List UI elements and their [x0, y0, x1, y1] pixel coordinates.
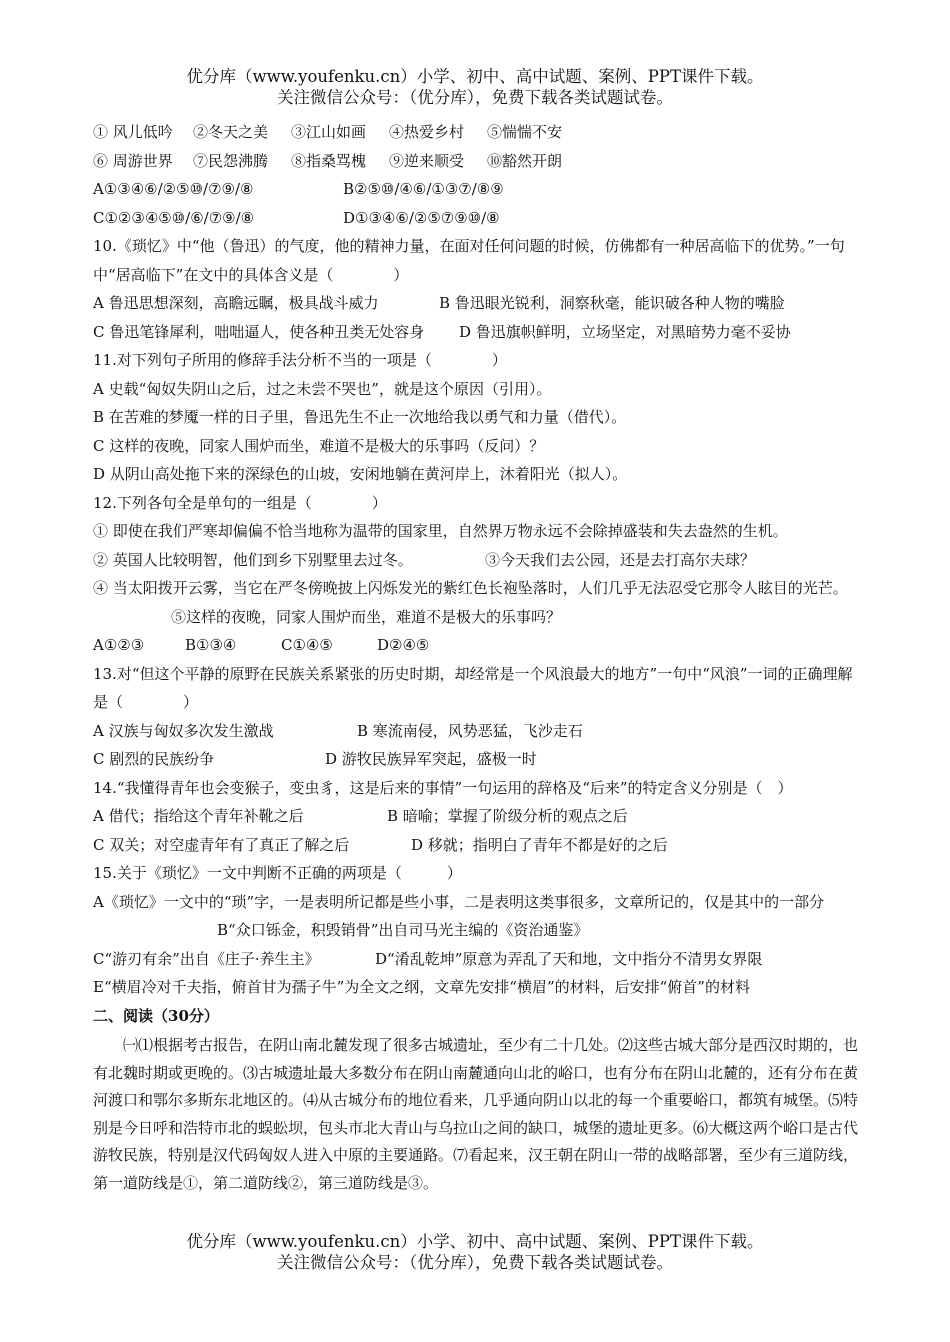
word-5: ⑤惴惴不安	[487, 123, 563, 141]
q12-sentence-5: ⑤这样的夜晚，同家人围炉而坐，难道不是极大的乐事吗？	[171, 607, 562, 626]
word-10: ⑩豁然开朗	[487, 151, 563, 170]
q12-option-a: A①②③	[93, 636, 145, 654]
bottom-banner	[0, 1231, 950, 1273]
q13-option-d: D 游牧民族异军突起，盛极一时	[325, 750, 537, 768]
q12-option-c: C①④⑤	[281, 636, 333, 654]
q14-option-c: C 双关；对空虚青年有了真正了解之后	[93, 835, 350, 854]
q15-option-e: E“横眉冷对千夫指，俯首甘为孺子牛”为全文之纲，文章先安排“横眉”的材料，后安排“俯首”的材料	[93, 978, 750, 996]
q9-options-cd	[93, 204, 865, 233]
word-7: ⑦民怨沸腾	[193, 151, 269, 170]
q12-sentences-4-5	[93, 574, 865, 631]
q10-option-c: C 鲁迅笔锋犀利，咄咄逼人，使各种丑类无处容身	[93, 322, 425, 341]
q15-option-d: D“淆乱乾坤”原意为弄乱了天和地，文中指分不清男女界限	[375, 949, 763, 968]
q9-option-a: A①③④⑥/②⑤⑩/⑦⑨/⑧	[93, 180, 254, 198]
section-2-title: 二、阅读（30分）	[93, 1006, 219, 1025]
q10-stem: 10.《琐忆》中“他（鲁迅）的气度，他的精神力量，在面对任何问题的时候，仿佛都有一种居高临下的优势。”一句中“居高临下”在文中的具体含义是（ ）	[93, 237, 845, 284]
q15-option-c: C“游刃有余”出自《庄子·养生主》	[93, 949, 320, 968]
q14-options-cd	[93, 831, 865, 860]
q14-option-b: B 暗喻；掌握了阶级分析的观点之后	[387, 807, 628, 825]
q15-options-ab	[93, 888, 865, 945]
q12-option-b: B①③④	[185, 636, 237, 654]
q12-option-d: D②④⑤	[377, 636, 430, 654]
q12-sentence-1: ① 即使在我们严寒却偏偏不恰当地称为温带的国家里，自然界万物永远不会除掉盛装和失去盎然的生机。	[93, 522, 788, 540]
banner-line-2: 关注微信公众号：（优分库），免费下载各类试题试卷。	[277, 88, 673, 107]
q13-options-cd	[93, 745, 865, 774]
q12-sentence-3: ③今天我们去公园，还是去打高尔夫球？	[485, 550, 756, 569]
bottom-banner-line-2: 关注微信公众号：（优分库），免费下载各类试题试卷。	[277, 1253, 673, 1272]
word-6: ⑥ 周游世界	[93, 151, 173, 170]
q9-option-c: C①②③④⑤⑩/⑥/⑦⑨/⑧	[93, 208, 255, 227]
q12-options	[93, 631, 865, 660]
q11-option-a: A 史载“匈奴失阴山之后，过之未尝不哭也”，就是这个原因（引用）。	[93, 379, 552, 398]
word-9: ⑨逆来顺受	[389, 151, 465, 170]
q9-words-row-2	[93, 147, 865, 176]
banner-line-1: 优分库（www.youfenku.cn）小学、初中、高中试题、案例、PPT课件下载。	[186, 67, 764, 86]
q10-options-ab	[93, 289, 865, 318]
q13-stem: 13.对“但这个平静的原野在民族关系紧张的历史时期，却经常是一个风浪最大的地方”一句中“风浪”一词的正确理解是（ ）	[93, 664, 853, 711]
word-3: ③江山如画	[291, 123, 367, 141]
q9-option-d: D①③④⑥/②⑤⑦⑨⑩/⑧	[343, 208, 500, 227]
q12-sentence-4: ④ 当太阳拨开云雾，当它在严冬傍晚披上闪烁发光的紫红色长袍坠落时，人们几乎无法忍受它那令人眩目的光芒。	[93, 579, 848, 597]
q14-stem: 14.“我懂得青年也会变猴子，变虫豸，这是后来的事情”一句运用的辞格及“后来”的特定含义分别是（ ）	[93, 778, 793, 797]
q12-stem: 12.下列各句全是单句的一组是（ ）	[93, 493, 387, 512]
q14-option-a: A 借代；指给这个青年补靴之后	[93, 807, 304, 825]
q13-option-a: A 汉族与匈奴多次发生激战	[93, 721, 274, 740]
q14-option-d: D 移就；指明白了青年不都是好的之后	[411, 835, 668, 854]
word-4: ④热爱乡村	[389, 123, 465, 141]
q14-options-ab	[93, 802, 865, 831]
q15-options-cd	[93, 945, 865, 974]
q13-options-ab	[93, 717, 865, 746]
q10-options-cd	[93, 318, 865, 347]
q10-option-d: D 鲁迅旗帜鲜明，立场坚定，对黑暗势力毫不妥协	[459, 322, 791, 341]
q13-option-b: B 寒流南侵，风势恶猛，飞沙走石	[357, 721, 583, 740]
q11-option-c: C 这样的夜晚，同家人围炉而坐，难道不是极大的乐事吗（反问）？	[93, 436, 545, 455]
q11-option-d: D 从阴山高处拖下来的深绿色的山坡，安闲地躺在黄河岸上，沐着阳光（拟人）。	[93, 465, 628, 483]
q9-option-b: B②⑤⑩/④⑥/①③⑦/⑧⑨	[343, 180, 504, 198]
top-banner	[0, 66, 950, 108]
word-8: ⑧指桑骂槐	[291, 151, 367, 170]
q15-option-b: B“众口铄金，积毁销骨”出自司马光主编的《资治通鉴》	[217, 921, 589, 939]
reading-paragraph: ㈠⑴根据考古报告，在阴山南北麓发现了很多古城遗址，至少有二十几处。⑵这些古城大部分是西汉时期的，也有北魏时期或更晚的。⑶古城遗址最大多数分布在阴山南麓通向山北的峪口，也有分布在阴山北麓的，还有分布在黄河渡口和鄂尔多斯东北地区的。⑷从古城分布的地位看来，几乎通向阴山以北的每一个重要峪口，都筑有城堡。⑸特别是今日呼和浩特市北的蜈蚣坝，包头市北大青山与乌拉山之间的缺口，城堡的遗址更多。⑹大概这两个峪口是古代游牧民族，特别是汉代码匈奴人进入中原的主要通路。⑺看起来，汉王朝在阴山一带的战略部署，至少有三道防线，第一道防线是①，第二道防线②，第三道防线是③。	[93, 1036, 859, 1192]
q13-option-c: C 剧烈的民族纷争	[93, 750, 215, 768]
q12-sentences-2-3	[93, 546, 865, 575]
q12-sentence-2: ② 英国人比较明智，他们到乡下别墅里去过冬。	[93, 550, 413, 569]
q10-option-a: A 鲁迅思想深刻，高瞻远瞩，极具战斗威力	[93, 294, 379, 312]
q9-words-row-1	[93, 118, 865, 147]
q15-option-a: A《琐忆》一文中的“琐”字，一是表明所记都是些小事，二是表明这类事很多，文章所记的，仅是其中的一部分	[93, 892, 825, 911]
bottom-banner-line-1: 优分库（www.youfenku.cn）小学、初中、高中试题、案例、PPT课件下载。	[186, 1232, 764, 1251]
q9-options-ab	[93, 175, 865, 204]
document-body	[93, 118, 865, 1197]
q15-stem: 15.关于《琐忆》一文中判断不正确的两项是（ ）	[93, 864, 462, 882]
q11-stem: 11.对下列句子所用的修辞手法分析不当的一项是（ ）	[93, 351, 507, 369]
word-1: ① 风儿低吟	[93, 123, 173, 141]
q10-option-b: B 鲁迅眼光锐利，洞察秋毫，能识破各种人物的嘴脸	[439, 294, 785, 312]
q11-option-b: B 在苦难的梦魇一样的日子里，鲁迅先生不止一次地给我以勇气和力量（借代）。	[93, 408, 627, 426]
word-2: ②冬天之美	[193, 123, 269, 141]
